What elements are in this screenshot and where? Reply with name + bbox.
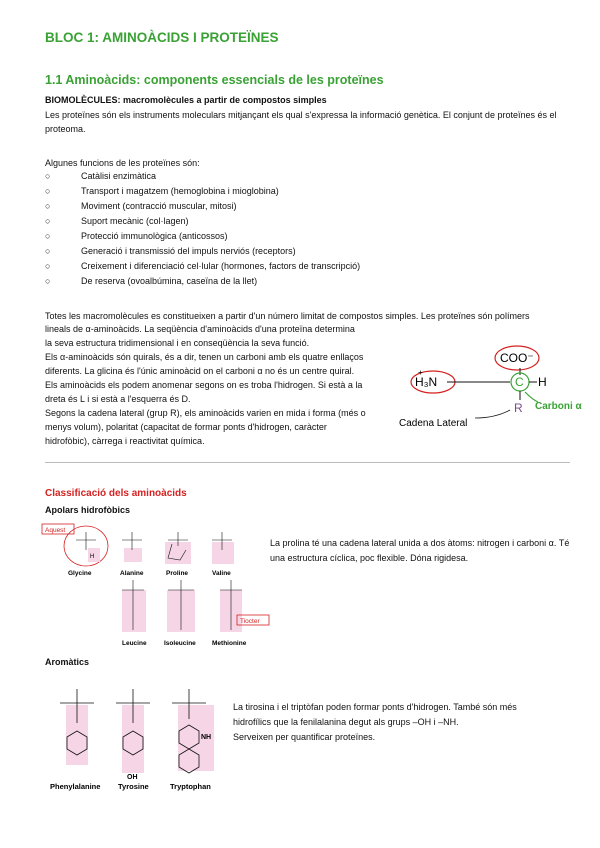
side-chain-label: H: [90, 554, 95, 560]
hydrogen-label: H: [538, 375, 547, 389]
list-item-label: Creixement i diferenciació cel·lular (hormones, factors de transcripció): [81, 261, 361, 271]
list-item-label: De reserva (ovoalbúmina, caseïna de la llet): [81, 276, 258, 286]
aa-name: Glycine: [68, 570, 92, 577]
aromatic-structures-figure: [48, 683, 233, 793]
list-item-label: Transport i magatzem (hemoglobina i mioglobina): [81, 186, 279, 196]
bullet-icon: ○: [45, 261, 51, 271]
bullet-icon: ○: [45, 216, 51, 226]
nh-group-label: NH: [201, 734, 212, 741]
side-chain-highlight: [122, 590, 146, 632]
list-item-label: Catàlisi enzimàtica: [81, 171, 157, 181]
aa-name: Leucine: [122, 640, 147, 647]
list-item-label: Generació i transmissió del impuls nerviós (receptors): [81, 246, 296, 256]
text-line: La tirosina i el triptòfan poden formar ponts d'hidrogen. També són més: [233, 702, 517, 712]
bullet-icon: ○: [45, 276, 51, 286]
text-line: diferents. La glicina és l'únic aminoàcid on el carboni α no és un centre quiral.: [45, 366, 355, 376]
bullet-icon: ○: [45, 231, 51, 241]
aa-name: Tyrosine: [118, 782, 149, 791]
aa-name: Alanine: [120, 570, 144, 577]
r-group-label: R: [514, 401, 523, 415]
oh-group-label: OH: [127, 774, 138, 781]
text-line: dreta és L i si està a l'esquerra és D.: [45, 394, 191, 404]
text-line: Els aminoàcids els podem anomenar segons on es troba l'hidrogen. Si està a la: [45, 380, 363, 390]
text-line: Serveixen per quantificar proteïnes.: [233, 732, 376, 742]
aa-name: Methionine: [212, 640, 247, 647]
biomolecules-definition: [45, 95, 327, 105]
side-chain-highlight: [124, 548, 142, 562]
tiocter-tag: Tiocter: [240, 618, 260, 625]
biomolecules-term: BIOMOLÈCULES:: [45, 95, 121, 105]
amino-acid-diagram: [395, 340, 582, 440]
bullet-icon: ○: [45, 171, 51, 181]
coo-label: COO⁻: [500, 351, 534, 365]
classification-heading: Classificació dels aminoàcids: [45, 488, 187, 499]
aromatics-heading: Aromàtics: [45, 657, 90, 667]
carbon-label: C: [515, 375, 524, 389]
text-line: hidrofòbic), càrrega i reactivitat química.: [45, 436, 205, 446]
aa-name: Isoleucine: [164, 640, 196, 647]
carboni-alpha-label: Carboni α: [535, 401, 582, 412]
side-chain-highlight: [212, 542, 234, 564]
bullet-icon: ○: [45, 186, 51, 196]
biomolecules-text: macromolècules a partir de compostos simples: [123, 95, 327, 105]
cadena-lateral-label: Cadena Lateral: [399, 418, 468, 429]
bullet-icon: ○: [45, 246, 51, 256]
aa-name: Valine: [212, 570, 231, 577]
list-item-label: Protecció immunològica (anticossos): [81, 231, 228, 241]
plus-sign: +: [418, 368, 423, 377]
apolars-heading: Apolars hidrofòbics: [45, 505, 131, 515]
aromatics-note: [233, 700, 573, 745]
paragraph-aminoacids: [45, 322, 390, 448]
bullet-icon: ○: [45, 201, 51, 211]
apolar-structures-figure: [40, 520, 275, 650]
proline-note: La prolina té una cadena lateral unida a dos àtoms: nitrogen i carboni α. Té una estructura cíclica, poc flexible. Dóna rigidesa.: [270, 538, 570, 563]
divider: [45, 462, 570, 463]
text-line: Segons la cadena lateral (grup R), els aminoàcids varien en mida i forma (més o: [45, 408, 366, 418]
aquest-tag: Aquest: [45, 527, 66, 534]
text-line: menys volum), polaritat (capacitat de formar ponts d'hidrogen, caràcter: [45, 422, 327, 432]
text-line: Els α-aminoàcids són quirals, és a dir, tenen un carboni amb els quatre enllaços: [45, 352, 364, 362]
text-line: lineals de α-aminoàcids. La seqüència d'aminoàcids d'una proteïna determina: [45, 324, 355, 334]
paragraph-proteins: Les proteïnes són els instruments moleculars mitjançant els qual s'expressa la informació genètica. El conjunt de proteïnes és el proteoma.: [45, 110, 557, 134]
aa-name: Tryptophan: [170, 782, 211, 791]
list-item-label: Moviment (contracció muscular, mitosi): [81, 201, 237, 211]
page-title: BLOC 1: AMINOÀCIDS I PROTEÏNES: [45, 30, 279, 45]
text-line: la seva estructura tridimensional i en conseqüència la seva funció.: [45, 338, 310, 348]
pointer-line: [475, 410, 510, 418]
aa-name: Phenylalanine: [50, 782, 101, 791]
list-item-label: Suport mecànic (col·lagen): [81, 216, 189, 226]
functions-intro: Algunes funcions de les proteïnes són:: [45, 158, 200, 168]
aa-name: Proline: [166, 570, 189, 577]
section-heading: 1.1 Aminoàcids: components essencials de les proteïnes: [45, 73, 384, 87]
nh3-label: H₃N: [415, 375, 438, 389]
text-line: hidrofílics que la fenilalanina degut als grups –OH i –NH.: [233, 717, 459, 727]
paragraph-macromolecules: Totes les macromolècules es constitueixen a partir d'un número limitat de compostos simples. Les proteïnes són polímers: [45, 311, 530, 321]
